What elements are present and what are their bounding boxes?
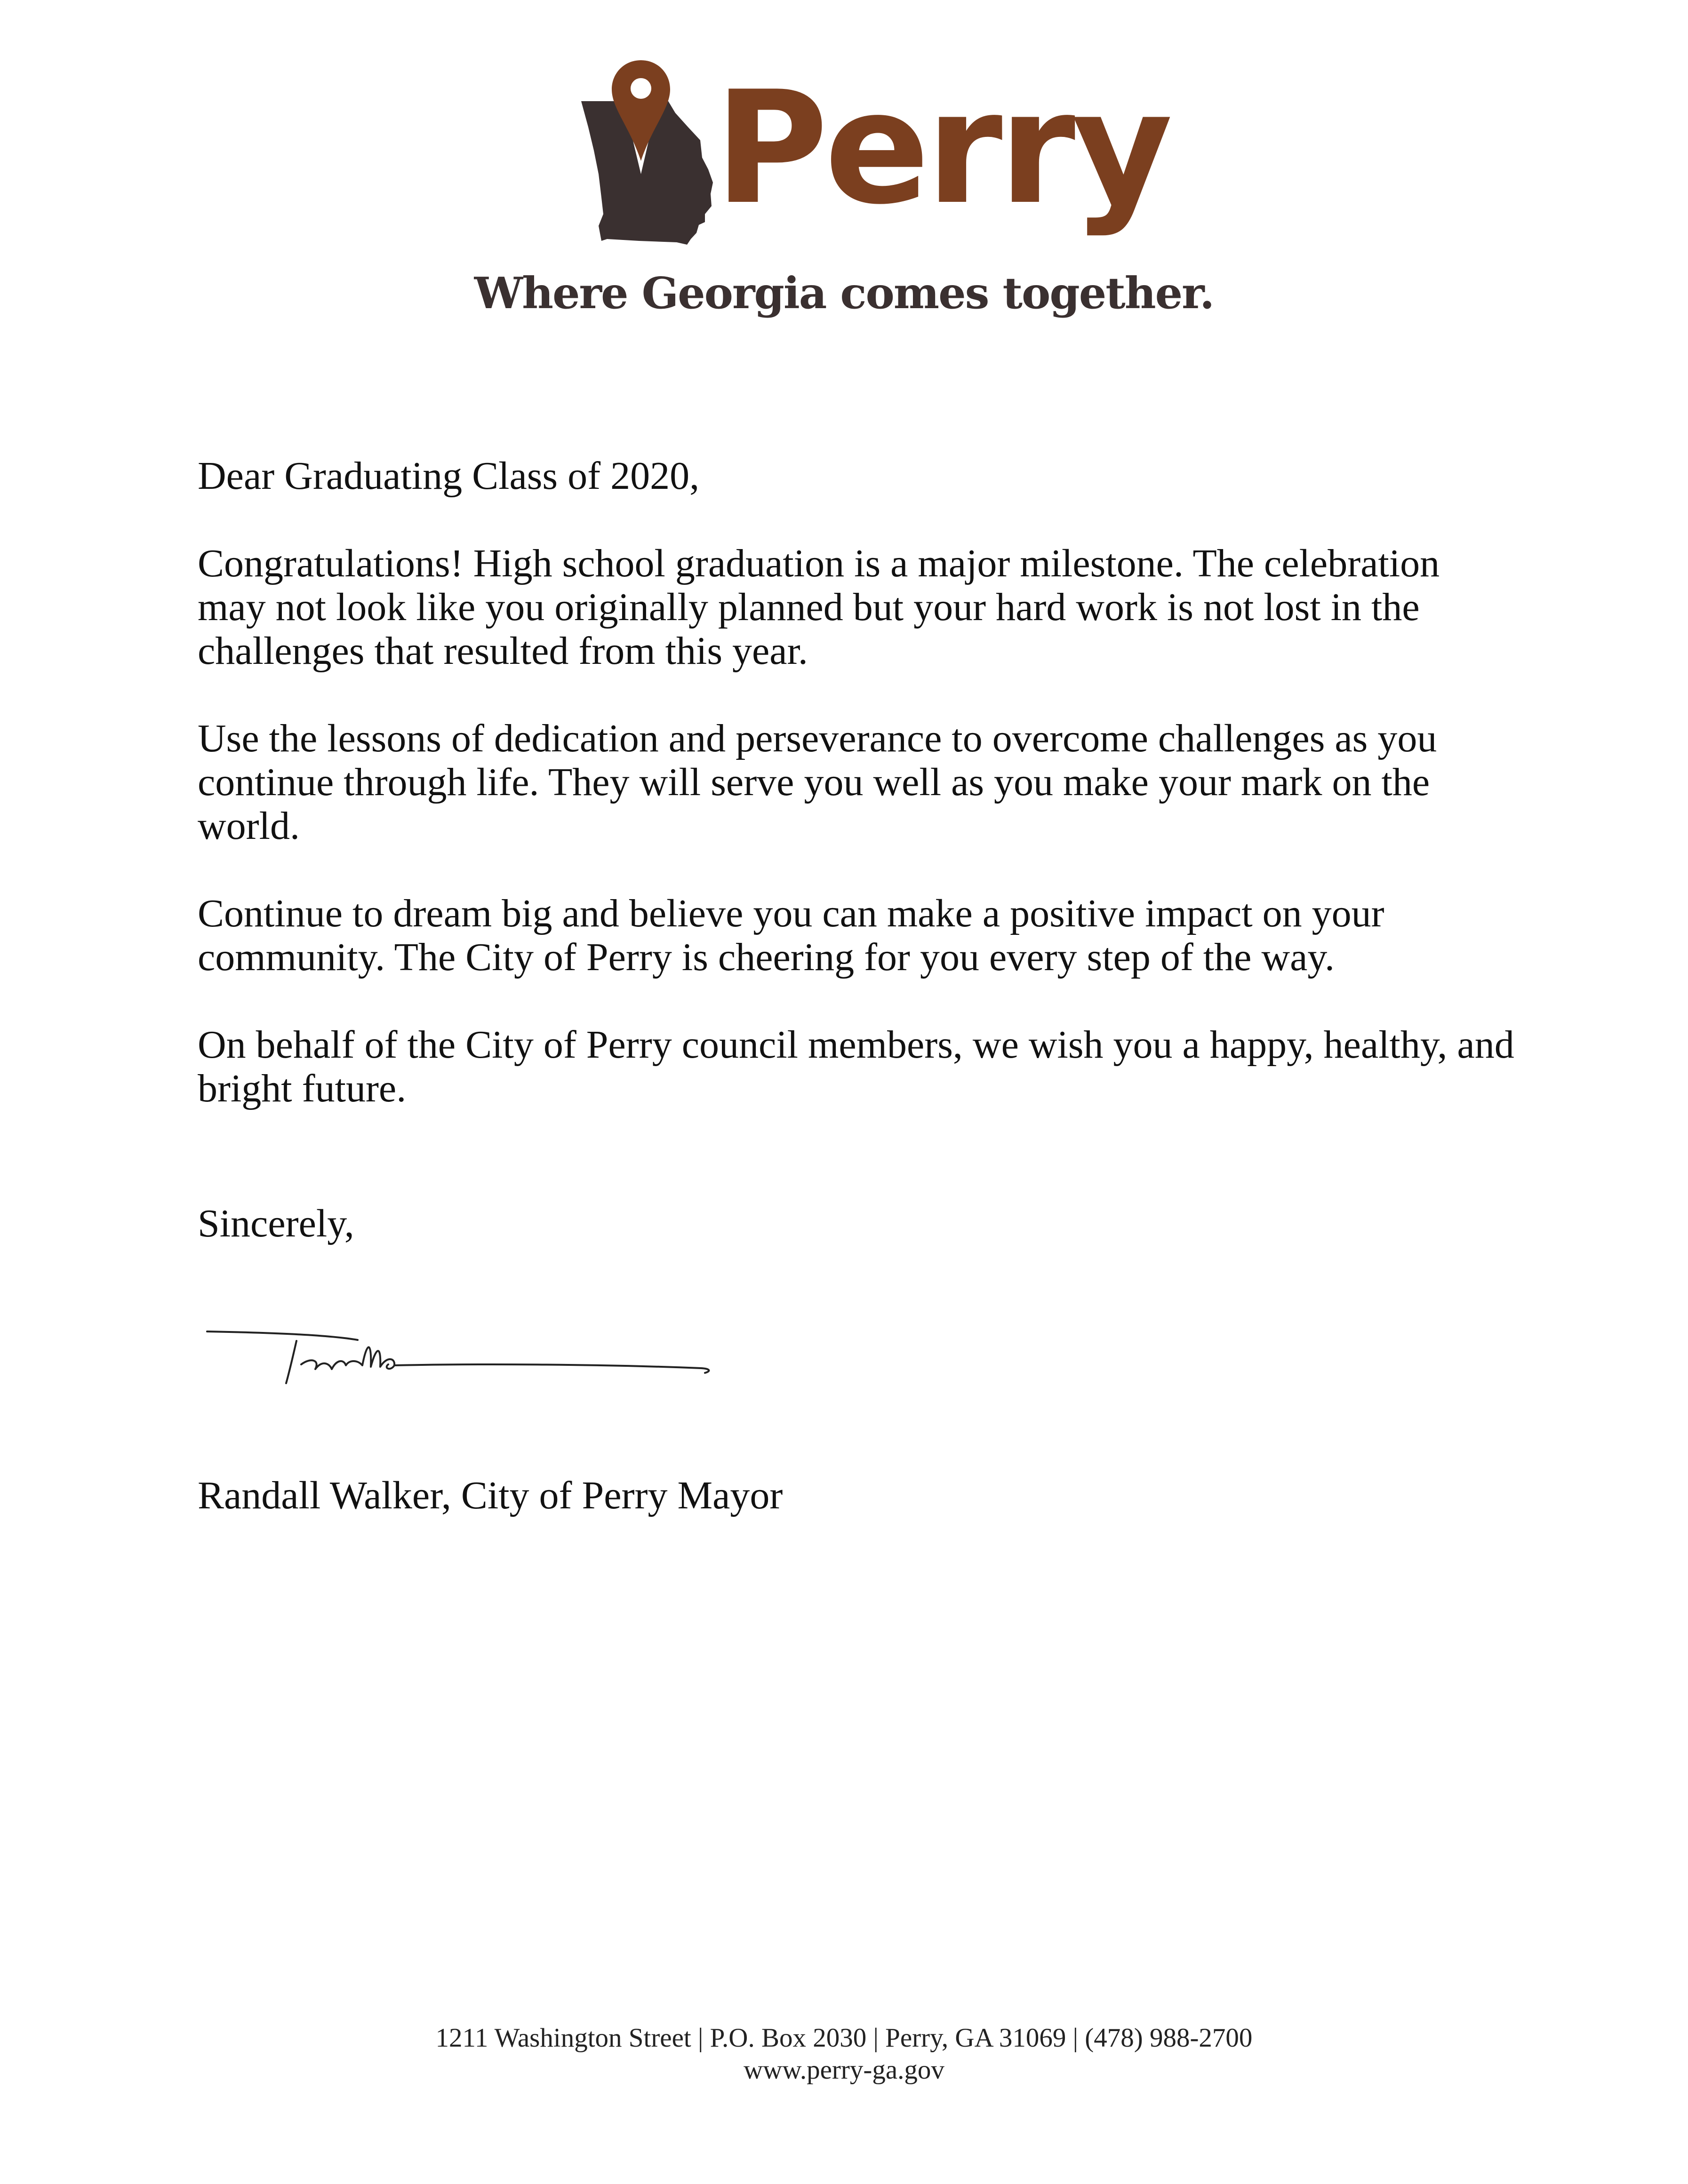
letterhead xyxy=(0,0,1688,329)
logo-wordmark: Perry xyxy=(714,58,1169,239)
paragraph-dream-big: Continue to dream big and believe you can make a positive impact on your community. The City of Perry is cheering for you every step of the way. xyxy=(198,892,1384,979)
signer-name: Randall Walker, City of Perry Mayor xyxy=(198,1474,783,1517)
paragraph-congratulations: Congratulations! High school graduation is a major milestone. The celebration may not look like you originally planned but your hard work is not lost in the challenges that resulted from this year. xyxy=(198,542,1440,673)
footer-address: 1211 Washington Street | P.O. Box 2030 | Perry, GA 31069 | (478) 988-2700 xyxy=(435,2023,1253,2053)
paragraph-on-behalf: On behalf of the City of Perry council members, we wish you a happy, healthy, and bright future. xyxy=(198,1023,1514,1110)
handwritten-signature xyxy=(202,1313,729,1397)
greeting: Dear Graduating Class of 2020, xyxy=(198,454,700,498)
paragraph-lessons: Use the lessons of dedication and perseverance to overcome challenges as you continue through life. They will serve you well as you make your mark on the world. xyxy=(198,717,1437,848)
footer xyxy=(0,2022,1688,2086)
tagline: Where Georgia comes together. xyxy=(474,268,1214,319)
footer-website: www.perry-ga.gov xyxy=(744,2055,944,2085)
closing: Sincerely, xyxy=(198,1202,354,1245)
letter-body xyxy=(198,454,1515,1198)
